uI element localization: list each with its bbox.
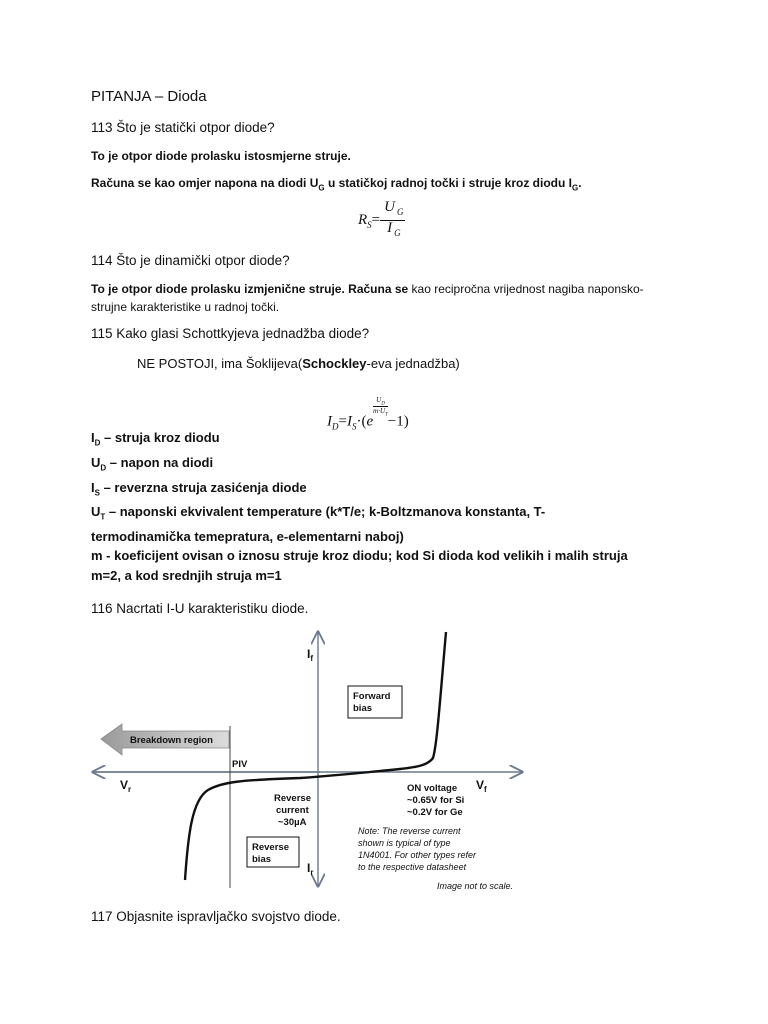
answer-114-line1: To je otpor diode prolasku izmjenične struje. Računa se kao recipročna vrijednost nagiba naponsko-	[91, 282, 644, 296]
answer-114-line2: strujne karakteristike u radnoj točki.	[91, 300, 280, 314]
exponent-fraction: $\frac{U_D}{m\cdot U_T}$	[373, 396, 388, 418]
note-line4: to the respective datasheet	[358, 862, 467, 872]
fraction: $\frac{U _G}{I _G}$	[380, 200, 405, 241]
vr-label: $V_r$	[120, 778, 132, 794]
reverse-current-line2: current	[276, 805, 309, 816]
ir-label: $I_r$	[307, 861, 314, 877]
page-title: PITANJA – Dioda	[91, 88, 207, 105]
answer-115: NE POSTOJI, ima Šoklijeva(Schockley-eva jednadžba)	[137, 356, 460, 371]
if-label: $I_f$	[307, 647, 314, 663]
piv-label: PIV	[232, 759, 248, 770]
forward-bias-line1: Forward	[353, 691, 391, 702]
formula-static-resistance: $R_S=$ $\frac{U _G}{I _G}$	[358, 200, 405, 241]
forward-bias-line2: bias	[353, 703, 373, 714]
question-115: 115 Kako glasi Schottkyjeva jednadžba diode?	[91, 326, 370, 341]
formula-shockley: $I_D=I_S\cdot(e$ $\frac{U_D}{m\cdot U_T}$ −1)	[327, 396, 409, 432]
question-117: 117 Objasnite ispravljačko svojstvo diode.	[91, 909, 341, 924]
answer-113-line1: To je otpor diode prolasku istosmjerne struje.	[91, 149, 351, 163]
question-113: 113 Što je statički otpor diode?	[91, 120, 275, 135]
note-line2: shown is typical of type	[358, 838, 451, 848]
definition-id: $I_D$ – struja kroz diodu	[91, 430, 220, 448]
not-to-scale: Image not to scale.	[437, 881, 514, 891]
definition-m-line1: m - koeficijent ovisan o iznosu struje kroz diodu; kod Si dioda kod velikih i malih struja	[91, 548, 628, 564]
answer-113-line2: Računa se kao omjer napona na diodi $U_G$ u statičkoj radnoj točki i struje kroz diodu $I_G$.	[91, 176, 582, 193]
definition-ut: $U_T$ – naponski ekvivalent temperature (k*T/e; k-Boltzmanova konstanta, T-	[91, 504, 546, 522]
on-voltage-line3: ~0.2V for Ge	[407, 807, 463, 818]
definition-is: $I_S$ – reverzna struja zasićenja diode	[91, 479, 307, 498]
note-line3: 1N4001. For other types refer	[358, 850, 477, 860]
definition-ut-cont: termodinamička temepratura, e-elementarni naboj)	[91, 529, 404, 545]
vf-label: $V_f$	[476, 778, 487, 794]
reverse-bias-line2: bias	[252, 854, 272, 865]
reverse-bias-line1: Reverse	[252, 842, 289, 853]
breakdown-label: Breakdown region	[130, 735, 213, 746]
definition-ud: $U_D$ – napon na diodi	[91, 454, 214, 473]
reverse-current-line3: ~30µA	[278, 817, 307, 828]
on-voltage-line1: ON voltage	[407, 783, 458, 794]
note-line1: Note: The reverse current	[358, 826, 461, 836]
question-114: 114 Što je dinamički otpor diode?	[91, 253, 290, 268]
question-116: 116 Nacrtati I-U karakteristiku diode.	[91, 601, 309, 616]
on-voltage-line2: ~0.65V for Si	[407, 795, 465, 806]
reverse-current-line1: Reverse	[274, 793, 311, 804]
definition-m-line2: m=2, a kod srednjih struja m=1	[91, 567, 282, 583]
